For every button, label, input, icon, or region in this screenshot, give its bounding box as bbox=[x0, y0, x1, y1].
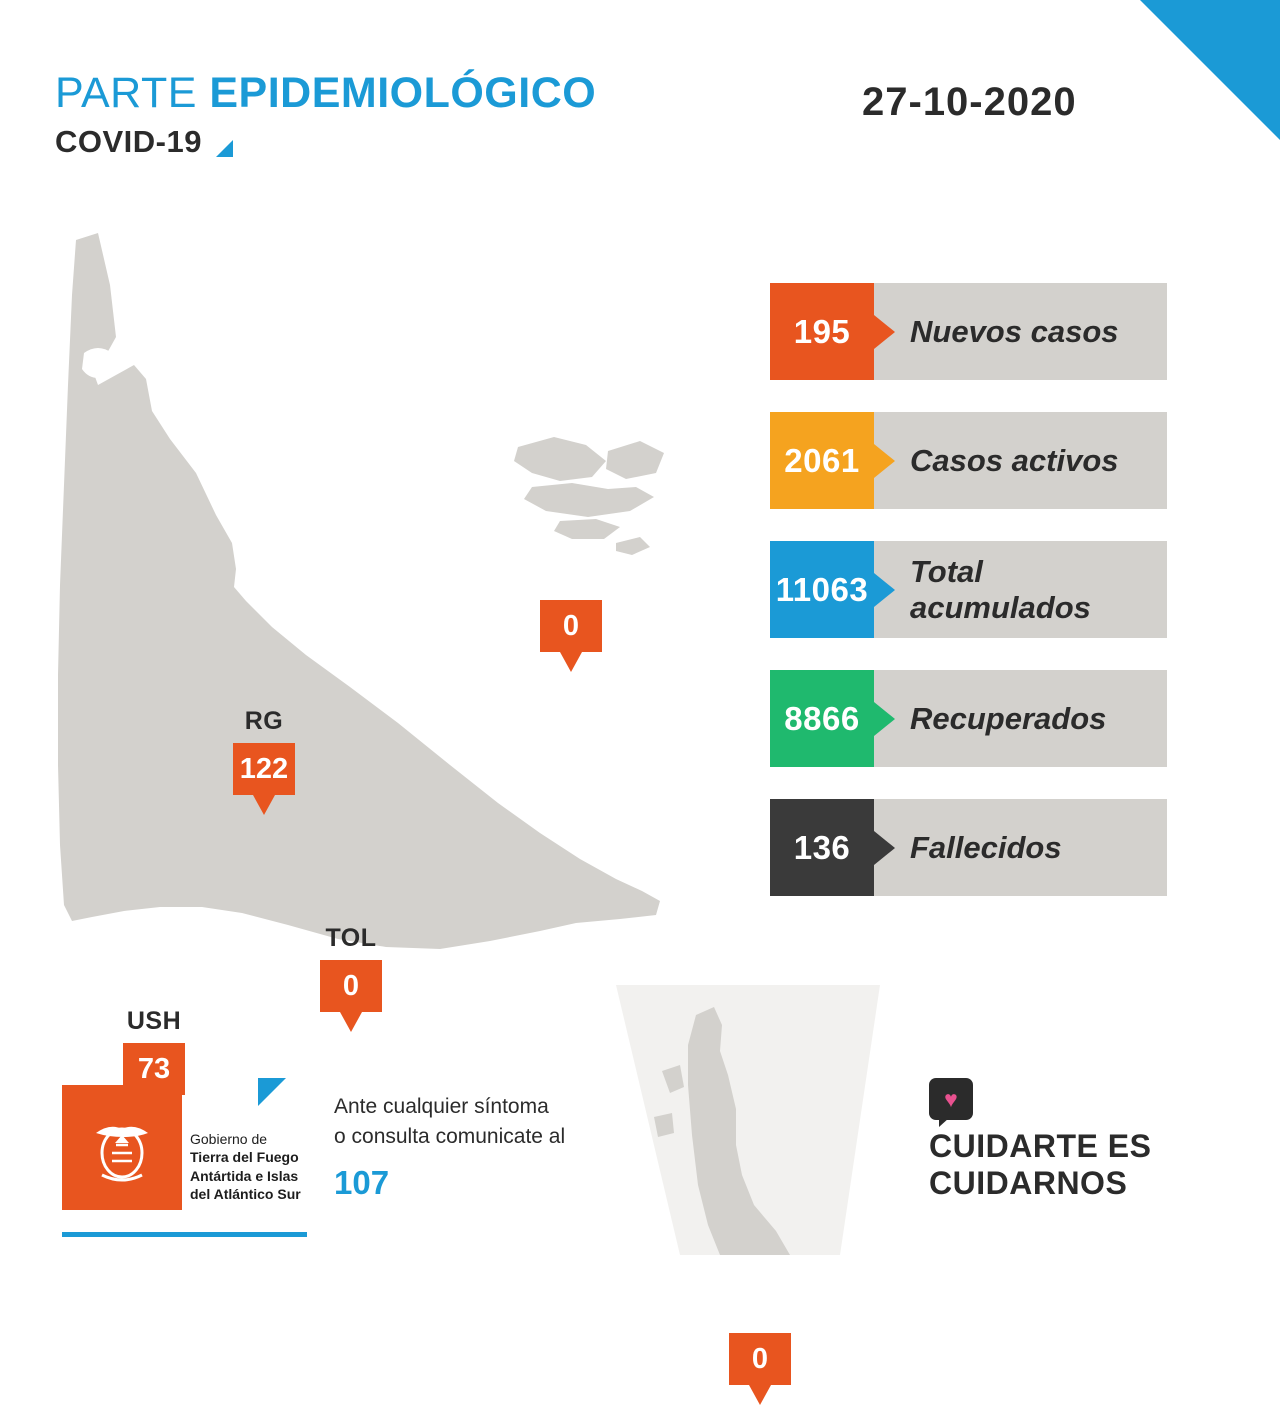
stat-row-fallecidos bbox=[770, 799, 1167, 896]
coat-of-arms-icon bbox=[86, 1109, 158, 1187]
map-pin-ush-value: 73 bbox=[123, 1043, 185, 1095]
slogan-line-2: CUIDARNOS bbox=[929, 1164, 1128, 1201]
stat-value-recuperados-text: 8866 bbox=[784, 699, 860, 737]
stat-label-casos-activos: Casos activos bbox=[910, 442, 1119, 478]
map-pin-rg-tail bbox=[253, 795, 275, 815]
stat-value-total-acumulados bbox=[770, 541, 874, 638]
map-shape-bay bbox=[82, 348, 115, 378]
page-title bbox=[55, 69, 597, 117]
government-underline-divider bbox=[62, 1232, 307, 1237]
stat-row-casos-activos bbox=[770, 412, 1167, 509]
heart-glyph: ♥ bbox=[944, 1085, 958, 1112]
stat-value-recuperados bbox=[770, 670, 874, 767]
map-pin-antartida-value: 0 bbox=[729, 1333, 791, 1385]
government-line-1: Gobierno de bbox=[190, 1131, 268, 1147]
map-pin-antartida-tail bbox=[749, 1385, 771, 1405]
contact-phone-number[interactable]: 107 bbox=[334, 1163, 390, 1201]
map-pin-malvinas[interactable] bbox=[540, 600, 602, 672]
stat-value-nuevos-casos-text: 195 bbox=[793, 312, 851, 350]
contact-info bbox=[334, 1092, 565, 1206]
map-pin-tol-value: 0 bbox=[320, 960, 382, 1012]
government-logo bbox=[62, 1085, 182, 1210]
stat-row-nuevos-casos bbox=[770, 283, 1167, 380]
map-shape-malvinas bbox=[514, 437, 664, 555]
statistics-panel bbox=[770, 283, 1167, 896]
title-word-parte: PARTE bbox=[55, 69, 210, 117]
stat-value-nuevos-casos bbox=[770, 283, 874, 380]
stat-label-fallecidos: Fallecidos bbox=[910, 829, 1062, 865]
campaign-slogan bbox=[929, 1128, 1151, 1202]
stat-value-fallecidos-text: 136 bbox=[793, 828, 851, 866]
contact-line-1: Ante cualquier síntoma bbox=[334, 1095, 549, 1118]
page-subtitle bbox=[55, 124, 596, 160]
report-date: 27-10-2020 bbox=[862, 80, 1077, 124]
map-pin-malvinas-value: 0 bbox=[540, 600, 602, 652]
stat-label-recuperados: Recuperados bbox=[910, 700, 1107, 736]
stat-row-recuperados bbox=[770, 670, 1167, 767]
stat-row-total-acumulados bbox=[770, 541, 1167, 638]
stat-value-casos-activos-text: 2061 bbox=[784, 441, 860, 479]
map-pin-tol-label: TOL bbox=[325, 924, 377, 952]
map-pin-rg-value: 122 bbox=[233, 743, 295, 795]
government-line-2: Tierra del Fuego bbox=[190, 1149, 299, 1166]
stat-value-total-acumulados-text: 11063 bbox=[775, 570, 869, 608]
map-pin-tol-tail bbox=[340, 1012, 362, 1032]
map-pin-rg[interactable] bbox=[233, 707, 295, 815]
contact-line-2: o consulta comunicate al bbox=[334, 1124, 566, 1148]
triangle-accent-icon bbox=[216, 140, 233, 157]
government-line-4: del Atlántico Sur bbox=[190, 1186, 301, 1203]
subtitle-text: COVID-19 bbox=[55, 124, 202, 159]
heart-chat-bubble-icon bbox=[929, 1078, 973, 1120]
stat-label-nuevos-casos: Nuevos casos bbox=[910, 313, 1119, 349]
map-pin-antartida[interactable] bbox=[729, 1333, 791, 1405]
page-header bbox=[55, 69, 597, 160]
map-shape-tierra-del-fuego bbox=[58, 233, 660, 949]
map-pin-tol[interactable] bbox=[320, 924, 382, 1032]
government-line-3: Antártida e Islas bbox=[190, 1167, 299, 1184]
slogan-line-1: CUIDARTE ES bbox=[929, 1128, 1152, 1164]
title-word-epidemiologico: EPIDEMIOLÓGICO bbox=[209, 69, 597, 117]
map-pin-ush-label: USH bbox=[126, 1007, 182, 1035]
stat-value-casos-activos bbox=[770, 412, 874, 509]
map-pin-malvinas-tail bbox=[560, 652, 582, 672]
stat-value-fallecidos bbox=[770, 799, 874, 896]
government-name bbox=[190, 1130, 301, 1204]
stat-label-total-acumulados: Total acumulados bbox=[910, 553, 1091, 625]
corner-triangle-decoration bbox=[1140, 0, 1280, 140]
map-pin-rg-label: RG bbox=[244, 707, 284, 735]
government-triangle-accent-icon bbox=[258, 1078, 286, 1106]
